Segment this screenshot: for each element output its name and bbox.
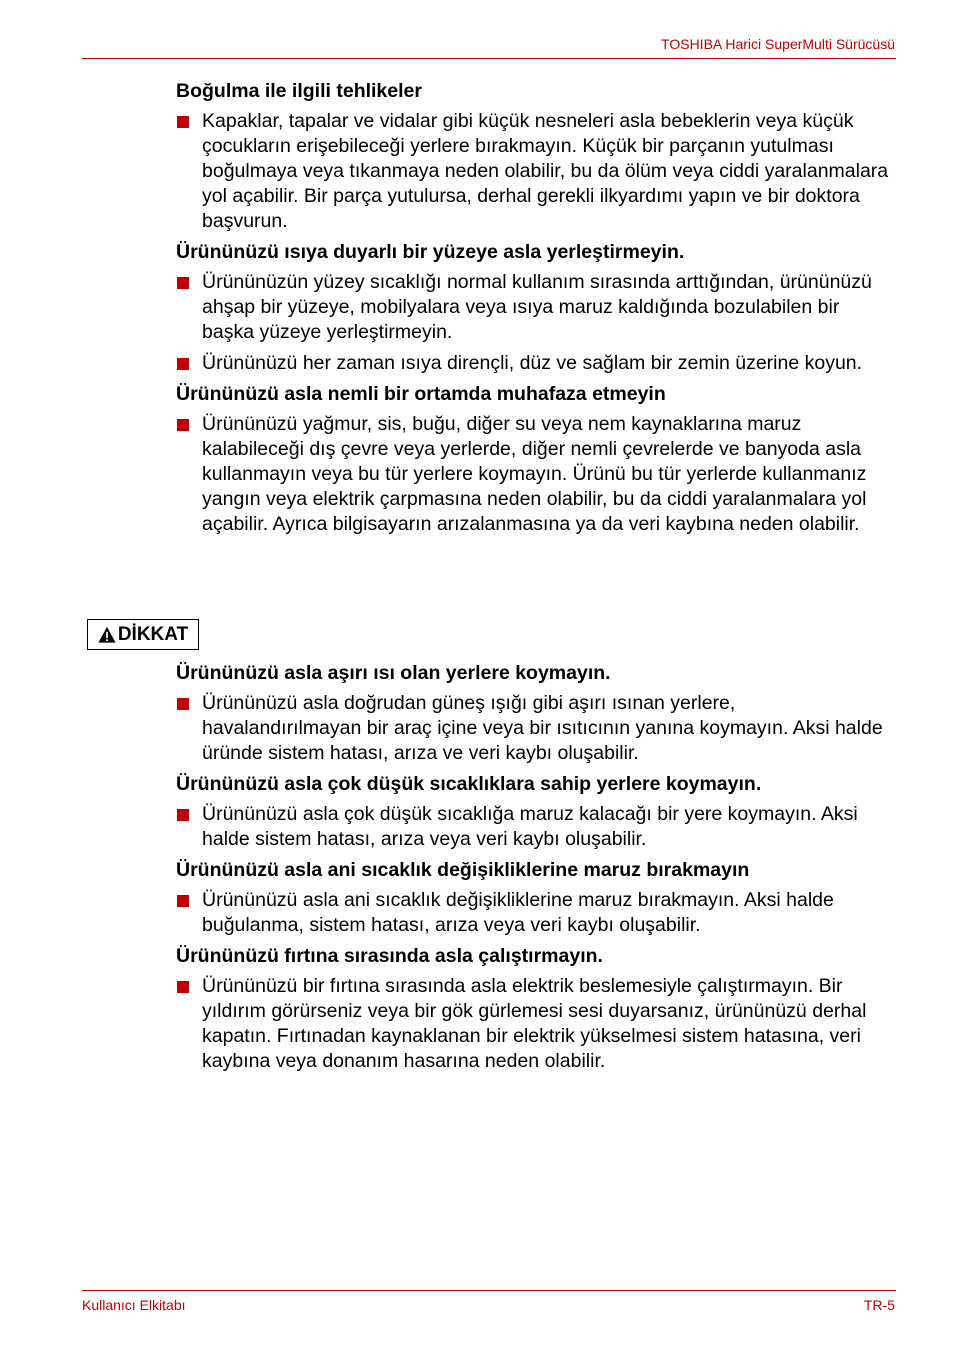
square-bullet-icon (177, 981, 189, 993)
bullet-item (176, 109, 896, 234)
section-heading: Ürününüzü asla aşırı ısı olan yerlere koymayın. (176, 662, 611, 684)
square-bullet-icon (177, 698, 189, 710)
section (176, 772, 896, 852)
bullet-text: Ürününüzü asla doğrudan güneş ışığı gibi aşırı ısınan yerlere, havalandırılmayan bir araç içine veya bir ısıtıcının yanına koymayın. Aksi halde üründe sistem hatası, arıza ve veri kaybı oluşabilir. (202, 692, 883, 764)
bullet-text: Ürününüzü asla çok düşük sıcaklığa maruz kalacağı bir yere koymayın. Aksi halde sistem hatası, arıza veya veri kaybı oluşabilir. (202, 803, 858, 850)
bullet-text: Ürününüzü her zaman ısıya dirençli, düz ve sağlam bir zemin üzerine koyun. (202, 352, 863, 374)
section (176, 240, 896, 376)
footer-manual-title: Kullanıcı Elkitabı (82, 1297, 186, 1313)
bullet-item (176, 974, 896, 1074)
section-heading: Ürününüzü asla nemli bir ortamda muhafaza etmeyin (176, 383, 666, 405)
square-bullet-icon (177, 895, 189, 907)
bullet-text: Ürününüzü asla ani sıcaklık değişikliklerine maruz bırakmayın. Aksi halde buğulanma, sistem hatası, arıza veya veri kaybı oluşabilir. (202, 889, 834, 936)
page-number: TR-5 (863, 1297, 895, 1313)
square-bullet-icon (177, 277, 189, 289)
header-rule (82, 58, 896, 59)
caution-text: DİKKAT (117, 623, 189, 645)
section (176, 382, 896, 537)
bullet-item (176, 412, 896, 537)
bullet-text: Ürününüzü bir fırtına sırasında asla elektrik beslemesiyle çalıştırmayın. Bir yıldırım görürseniz veya bir gök gürlemesi sesi duyarsanız, ürününüzü derhal kapatın. Fırtınadan kaynaklanan bir elektrik yükselmesi sistem hatasına, veri kaybına veya donanım hasarına neden olabilir. (202, 975, 867, 1072)
section (176, 944, 896, 1074)
bullet-text: Kapaklar, tapalar ve vidalar gibi küçük nesneleri asla bebeklerin veya küçük çocukların erişebileceği yerlere bırakmayın. Küçük bir parçanın yutulması boğulmaya veya tıkanmaya neden olabilir, bu da ölüm veya ciddi yaralanmalara yol açabilir. Bir parça yutulursa, derhal gerekli ilkyardımı yapın ve bir doktora başvurun. (202, 110, 889, 232)
square-bullet-icon (177, 419, 189, 431)
bullet-item (176, 888, 896, 938)
bullet-item (176, 270, 896, 345)
bullet-item (176, 802, 896, 852)
square-bullet-icon (177, 358, 189, 370)
section (176, 858, 896, 938)
footer-rule (82, 1290, 896, 1291)
section-heading: Ürününüzü asla çok düşük sıcaklıklara sahip yerlere koymayın. (176, 773, 762, 795)
section (176, 661, 896, 766)
caution-label (87, 619, 199, 650)
square-bullet-icon (177, 116, 189, 128)
content-top (176, 79, 896, 543)
section-heading: Boğulma ile ilgili tehlikeler (176, 80, 422, 102)
section (176, 79, 896, 234)
bullet-text: Ürününüzü yağmur, sis, buğu, diğer su veya nem kaynaklarına maruz kalabileceği dış çevre veya yerlerde, diğer nemli çevrelerde ve banyoda asla kullanmayın veya bu tür yerlere koymayın. Ürünü bu tür yerlerde kullanmanız yangın veya elektrik çarpmasına neden olabilir, bu da ciddi yaralanmalara yol açabilir. Ayrıca bilgisayarın arızalanmasına ya da veri kaybına neden olabilir. (202, 413, 867, 535)
section-heading: Ürününüzü ısıya duyarlı bir yüzeye asla yerleştirmeyin. (176, 241, 685, 263)
bullet-text: Ürününüzün yüzey sıcaklığı normal kullanım sırasında arttığından, ürününüzü ahşap bir yüzeye, mobilyalara veya ısıya maruz kaldığında bozulabilen bir başka yüzeye yerleştirmeyin. (202, 271, 872, 343)
warning-triangle-icon (98, 626, 116, 644)
section-heading: Ürününüzü asla ani sıcaklık değişikliklerine maruz bırakmayın (176, 859, 750, 881)
content-bottom (176, 661, 896, 1080)
square-bullet-icon (177, 809, 189, 821)
bullet-item (176, 351, 896, 376)
section-heading: Ürününüzü fırtına sırasında asla çalıştırmayın. (176, 945, 603, 967)
bullet-item (176, 691, 896, 766)
running-header: TOSHIBA Harici SuperMulti Sürücüsü (661, 36, 895, 52)
